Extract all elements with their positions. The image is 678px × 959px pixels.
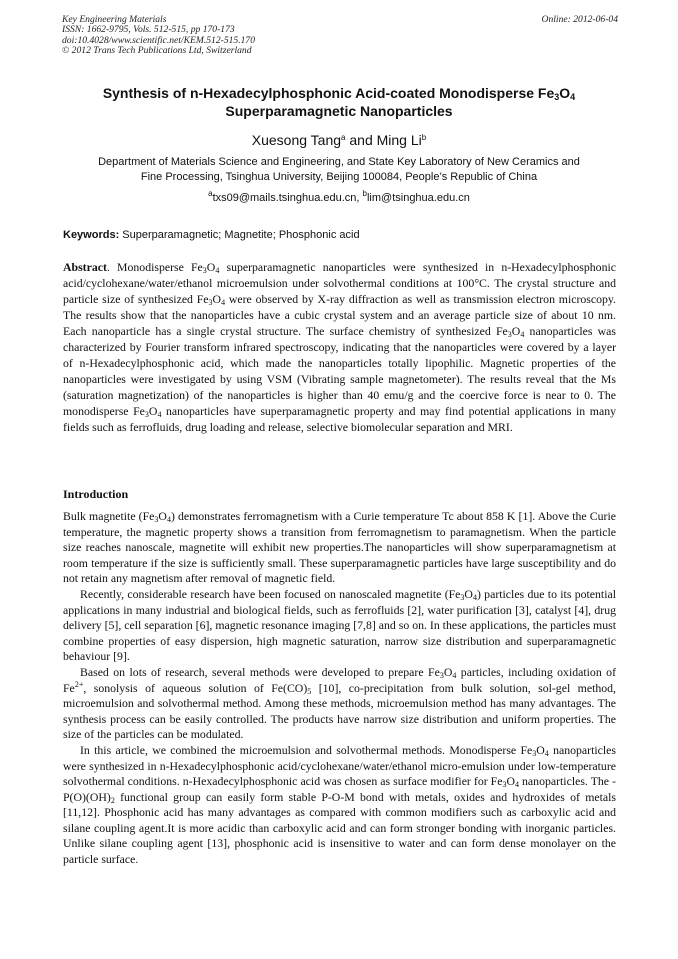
issn-line: ISSN: 1662-9795, Vols. 512-515, pp 170-173 — [62, 24, 235, 36]
paper-title — [40, 84, 638, 120]
introduction-heading: Introduction — [63, 487, 129, 501]
intro-paragraph-4: In this article, we combined the microemulsion and solvothermal methods. Monodisperse $Fe_3O_4$ nanoparticles were synthesized in n-Hexadecylphosphonic acid/cyclohexane/water/ethanol micro-emulsion under low-temperature solvothermal conditions. n-Hexadecylphosphonic acid was chosen as surface modifier for $Fe_3O_4$ nanoparticles. The $-P(O)(OH)_2$ functional group can easily form stable P-O-M bond with metals, oxides and hydroxides of metals [11,12]. Phosphonic acid has many advantages as compared with common modifiers such as carboxylic acid and silane coupling agent.It is more acidic than carboxylic acid and can form stronger bonding with inorganic particles. Unlike silane coupling agent [13], phosphonic acid is insensitive to water and can form dense monolayer on the particle surface. — [63, 742, 616, 867]
title-line-1: Synthesis of n-Hexadecylphosphonic Acid-coated Monodisperse $Fe_3O_4$ — [102, 85, 576, 102]
doi-line: doi:10.4028/www.scientific.net/KEM.512-515.170 — [62, 34, 256, 46]
introduction-body — [63, 509, 616, 868]
online-date: Online: 2012-06-04 — [541, 14, 618, 25]
abstract-label: Abstract — [63, 260, 107, 274]
abstract-paragraph: Abstract. Monodisperse $Fe_3O_4$ superparamagnetic nanoparticles were synthesized in n-Hexadecylphosphonic acid/cyclohexane/water/ethanol microemulsion under solvothermal conditions at 100°C. The crystal structure and particle size of synthesized $Fe_3O_4$ were observed by X-ray diffraction as well as transmission electron microscopy. The results show that the nanoparticles have a cubic crystal system and an average particle size of about 10 nm. Each nanoparticle has a single crystal structure. The surface chemistry of synthesized $Fe_3O_4$ nanoparticles was characterized by Fourier transform infrared spectroscopy, indicating that the nanoparticles were covered by a layer of n-Hexadecylphosphonic acid, which made the nanoparticles totally lipophilic. Magnetic properties of the nanoparticles were investigated by using VSM (Vibrating sample magnetometer). The results reveal that the Ms (saturation magnetization) of the nanoparticles is higher than 40 emu/g and the coercive force is near to 0. The monodisperse $Fe_3O_4$ nanoparticles have superparamagnetic property and may find potential applications in many fields such as ferrofluids, drug loading and release, selective biomolecular separation and MRI. — [63, 260, 617, 434]
intro-paragraph-1: Bulk magnetite $(Fe_3O_4)$ demonstrates ferromagnetism with a Curie temperature Tc about 858 K [1]. Above the Curie temperature, the magnetic property shows a transition from ferromagnetism to paramagnetism. When the particle size reaches nanoscale, magnetite will exhibit new properties.The nanoparticles will show superparamagnetism at room temperature if the size is sufficiently small. These superparamagnetic particles have large susceptibility and do not retain any magnetism after removal of magnetic field. — [63, 509, 616, 586]
intro-paragraph-2: Recently, considerable research have been focused on nanoscaled magnetite $(Fe_3O_4)$ particles due to its potential applications in many industrial and biological fields, such as ferrofluids [2], water purification [3], catalyst [4], drug delivery [5], cell separation [6], magnetic resonance imaging [7,8] and so on. In these applications, the particles must combine properties of easy dispersion, high magnetic saturation, narrow size distribution and superparamagnetic behaviour [9]. — [63, 586, 616, 664]
intro-paragraph-3: Based on lots of research, several methods were developed to prepare $Fe_3O_4$ particles, including oxidation of $Fe^{2+}$, sonolysis of aqueous solution of $Fe(CO)_5$ [10], co-precipitation from bulk solution, sol-gel method, microemulsion and solvothermal method. Among these methods, microemulsion method has many advantages. The synthesis process can be easily controlled. The products have narrow size distribution and uniform properties. The size of the particles can be modulated. — [63, 664, 617, 742]
author-list: Xuesong Tang$^a$ and Ming Li$^b$ — [251, 132, 427, 148]
affiliation: Department of Materials Science and Engineering, and State Key Laboratory of New Ceramics and Fine Processing, Tsinghua University, Beijing 100084, People’s Republic of China — [98, 156, 580, 183]
title-line-2: Superparamagnetic Nanoparticles — [225, 103, 453, 119]
email-b: lim@tsinghua.edu.cn — [366, 192, 470, 204]
author-emails: $^a$txs09@mails.tsinghua.edu.cn, $^b$lim@tsinghua.edu.cn — [208, 189, 470, 204]
journal-name: Key Engineering Materials — [62, 14, 167, 25]
email-a: txs09@mails.tsinghua.edu.cn, — [212, 192, 363, 204]
copyright-line: © 2012 Trans Tech Publications Ltd, Switzerland — [62, 45, 252, 57]
keywords-label: Keywords: — [63, 229, 120, 241]
keywords: Keywords: Superparamagnetic; Magnetite; Phosphonic acid — [63, 229, 360, 241]
journal-header — [62, 15, 618, 57]
